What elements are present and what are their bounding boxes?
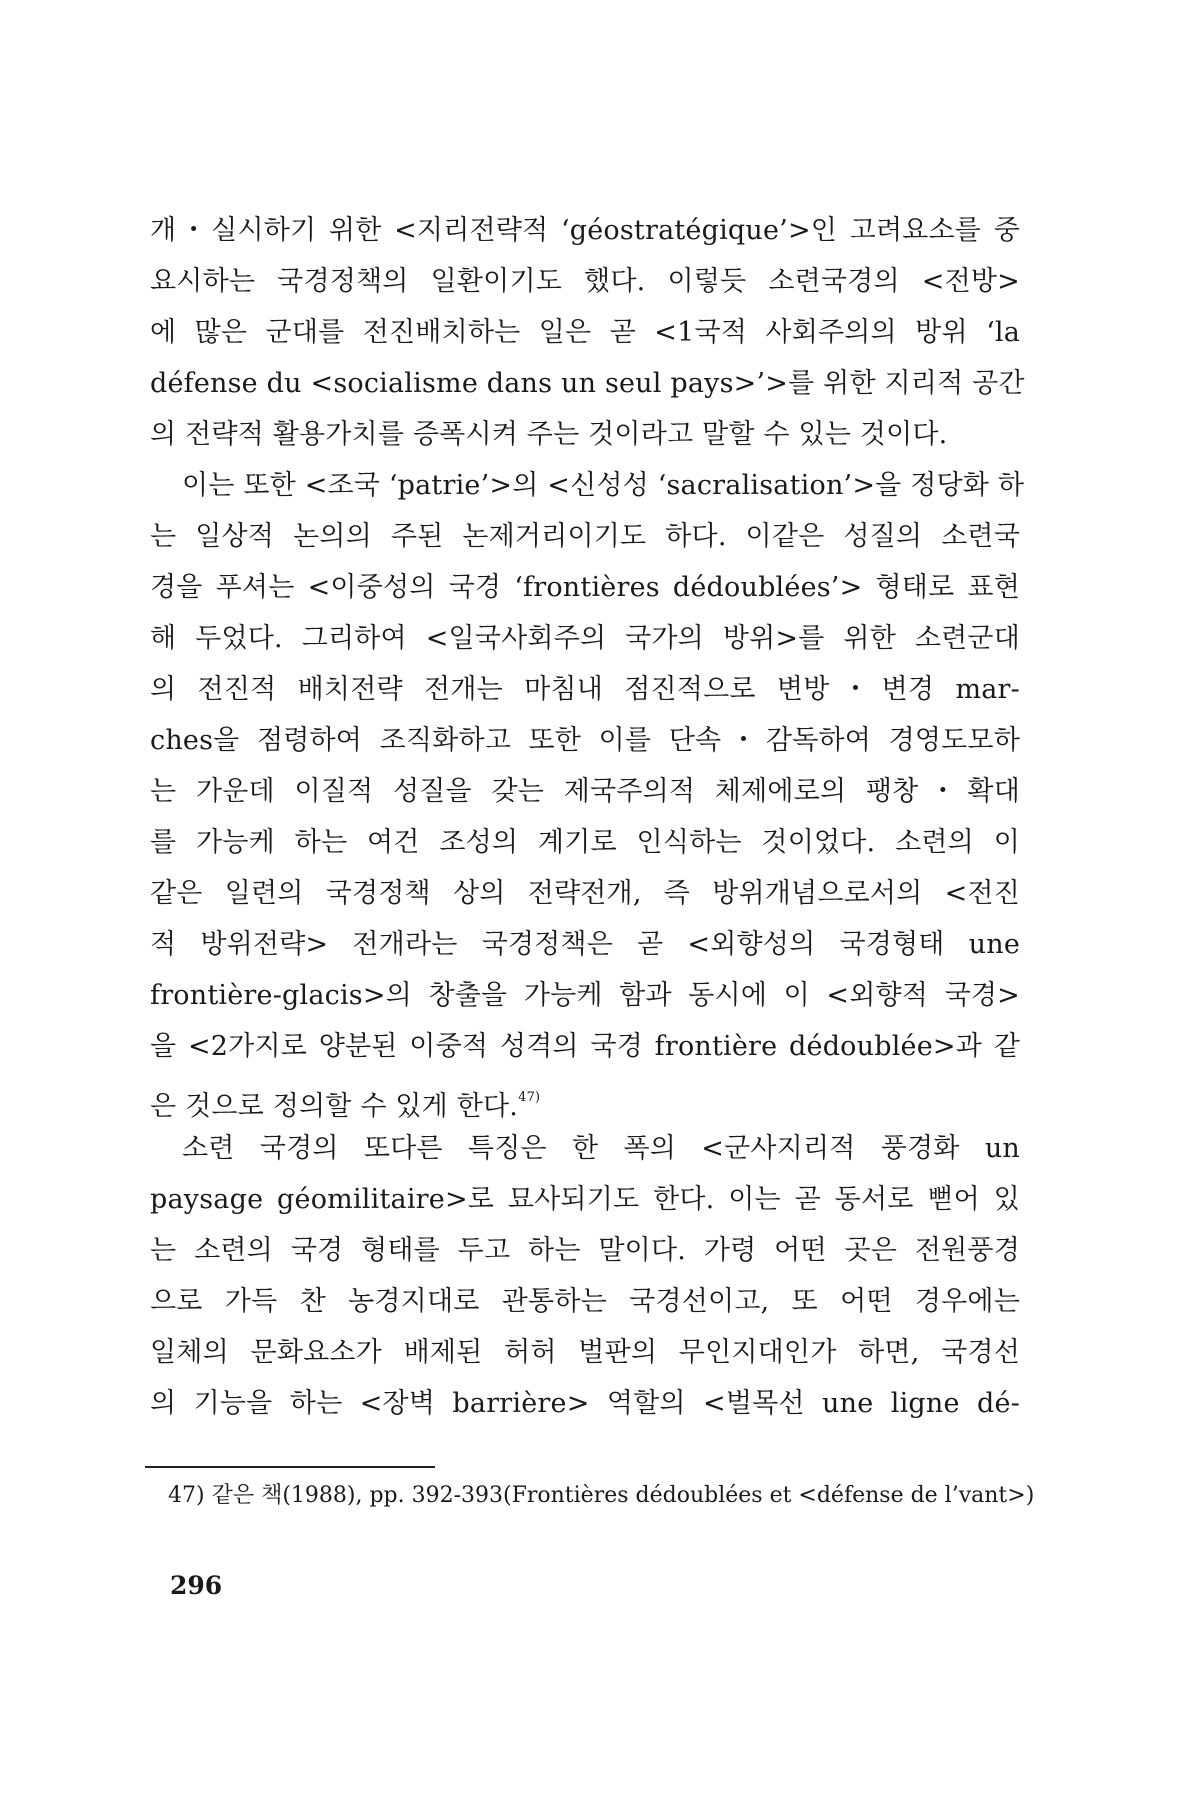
text-line: 의 전략적 활용가치를 증폭시켜 주는 것이라고 말할 수 있는 것이다. [150,419,948,450]
text-line: 에 많은 군대를 전진배치하는 일은 곧 <1국적 사회주의의 방위 ‘la [150,317,1020,348]
text-line: 같은 일련의 국경정책 상의 전략전개, 즉 방위개념으로서의 <전진 [150,878,1020,909]
text-line: 경을 푸셔는 <이중성의 국경 ‘frontières dédoublées’> 형태로 표현 [150,572,1020,603]
footnote-divider [145,1466,435,1468]
text-line: 을 <2가지로 양분된 이중적 성격의 국경 frontière dédoublée>과 같 [150,1031,1020,1062]
page-number: 296 [170,1571,223,1600]
text-line: 는 소련의 국경 형태를 두고 하는 말이다. 가령 어떤 곳은 전원풍경 [150,1235,1020,1266]
body-text [150,205,1025,1429]
text-line: 요시하는 국경정책의 일환이기도 했다. 이렇듯 소련국경의 <전방> [150,266,1020,297]
text-line: 개・실시하기 위한 <지리전략적 ‘géostratégique’>인 고려요소를 중 [150,215,1020,246]
text-line: défense du <socialisme dans un seul pays>’>를 위한 지리적 공간 [150,368,1025,399]
text-line: 의 전진적 배치전략 전개는 마침내 점진적으로 변방・변경 mar- [150,674,1020,705]
text-line: 해 두었다. 그리하여 <일국사회주의 국가의 방위>를 위한 소련군대 [150,623,1020,654]
text-line-with-footnote [150,1072,1020,1123]
text-line-content: 은 것으로 정의할 수 있게 한다. [150,1091,519,1122]
text-line: 소련 국경의 또다른 특징은 한 폭의 <군사지리적 풍경화 un [182,1133,1020,1164]
footnote: 47) 같은 책(1988), pp. 392-393(Frontières dédoublées et <défense de l’vant>) [168,1483,1035,1508]
footnote-marker: 47) [518,1090,541,1105]
text-line: 일체의 문화요소가 배제된 허허 벌판의 무인지대인가 하면, 국경선 [150,1337,1020,1368]
text-line: 으로 가득 찬 농경지대로 관통하는 국경선이고, 또 어떤 경우에는 [150,1286,1020,1317]
text-line: frontière-glacis>의 창출을 가능케 함과 동시에 이 <외향적 국경> [150,980,1020,1011]
text-line: 는 일상적 논의의 주된 논제거리이기도 하다. 이같은 성질의 소련국 [150,521,1020,552]
text-line: 의 기능을 하는 <장벽 barrière> 역할의 <벌목선 une ligne dé- [150,1388,1020,1419]
text-line: 를 가능케 하는 여건 조성의 계기로 인식하는 것이었다. 소련의 이 [150,827,1020,858]
text-line: 이는 또한 <조국 ‘patrie’>의 <신성성 ‘sacralisation’>을 정당화 하 [182,470,1025,501]
text-line: ches을 점령하여 조직화하고 또한 이를 단속・감독하여 경영도모하 [150,725,1020,756]
text-line: 적 방위전략> 전개라는 국경정책은 곧 <외향성의 국경형태 une [150,929,1020,960]
text-line: 는 가운데 이질적 성질을 갖는 제국주의적 체제에로의 팽창・확대 [150,776,1020,807]
text-line: paysage géomilitaire>로 묘사되기도 한다. 이는 곧 동서로 뻗어 있 [150,1184,1020,1215]
